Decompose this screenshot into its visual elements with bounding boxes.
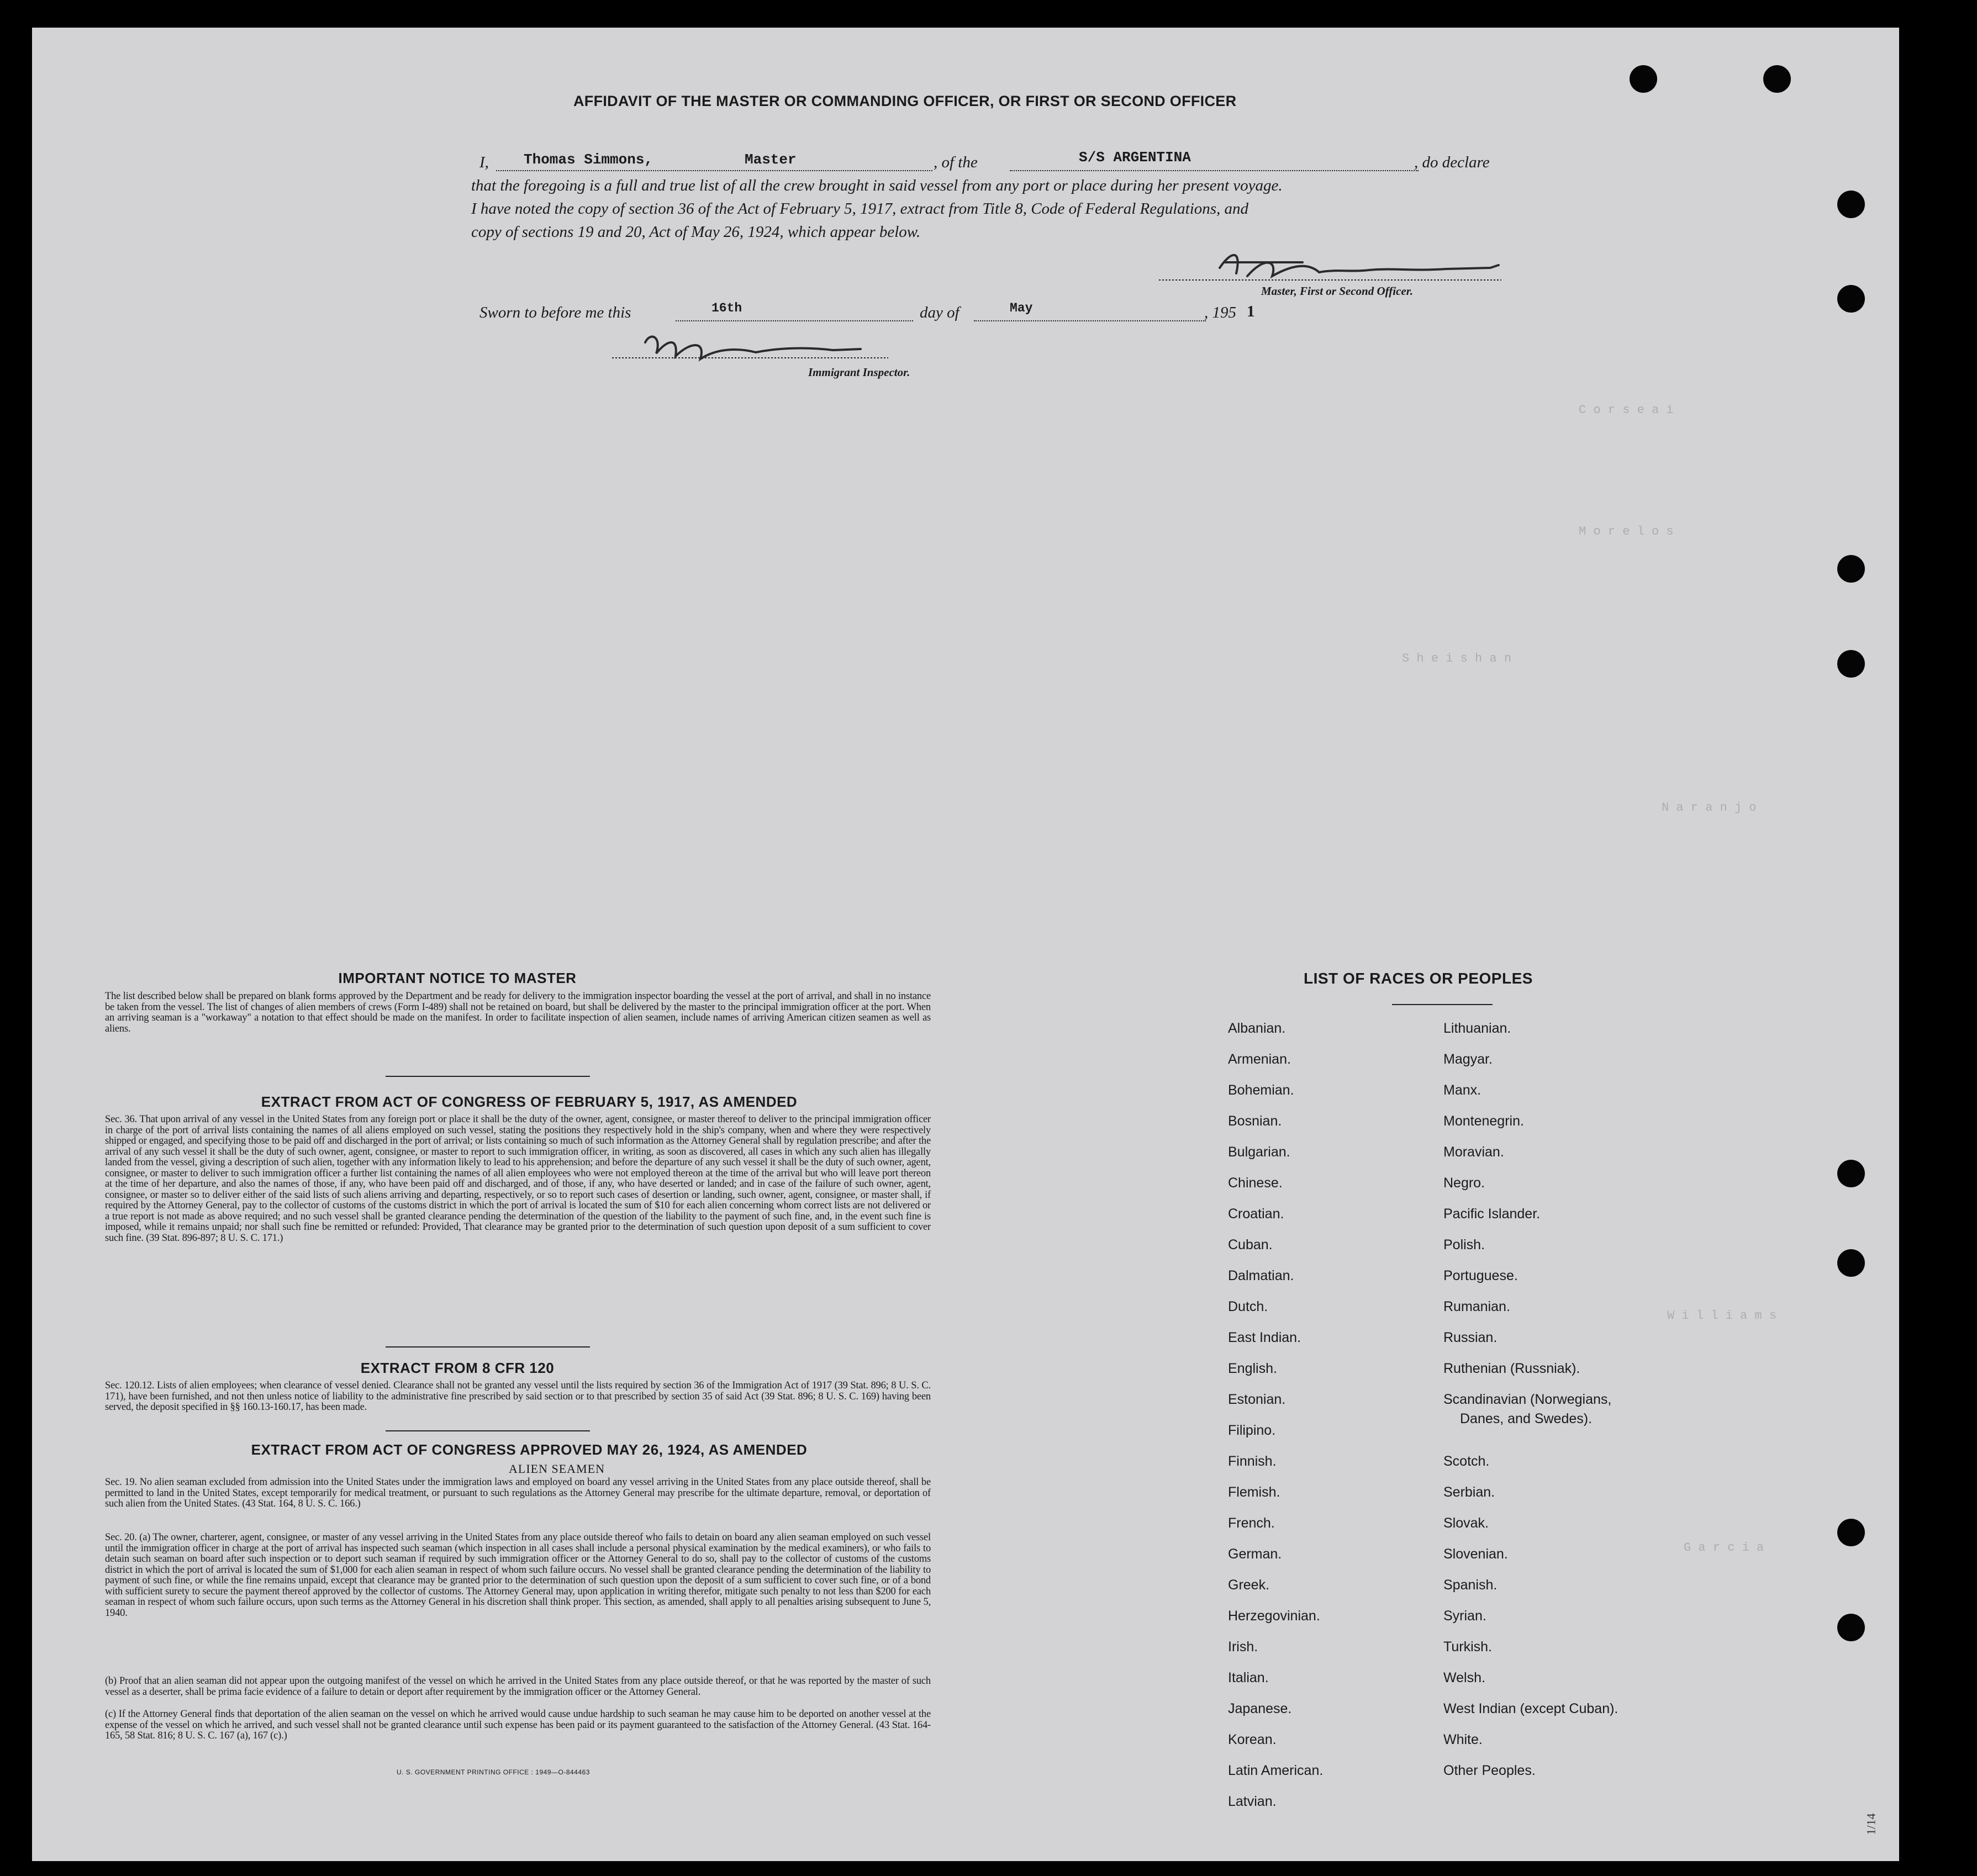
race-item: Slovak. <box>1443 1515 1489 1531</box>
punch-hole <box>1630 65 1657 93</box>
race-item: Lithuanian. <box>1443 1021 1511 1036</box>
race-item: Danes, and Swedes). <box>1460 1411 1593 1426</box>
race-item: Other Peoples. <box>1443 1763 1536 1778</box>
margin-note: 1/14 <box>1864 1813 1878 1835</box>
sworn-month-field <box>974 304 1206 321</box>
race-item: Negro. <box>1443 1175 1485 1191</box>
printer-imprint: U. S. GOVERNMENT PRINTING OFFICE : 1949—O-844463 <box>397 1768 590 1776</box>
sworn-day: 16th <box>711 301 742 315</box>
punch-hole <box>1763 65 1791 93</box>
vessel-name: S/S ARGENTINA <box>1079 149 1191 166</box>
race-item: French. <box>1228 1515 1275 1531</box>
affidavit-pronoun: I, <box>479 154 489 171</box>
bleed-through-text: N a r a n j o <box>1662 801 1757 815</box>
race-item: East Indian. <box>1228 1330 1301 1345</box>
extract-1924-heading: EXTRACT FROM ACT OF CONGRESS APPROVED MAY 26, 1924, AS AMENDED <box>251 1441 808 1458</box>
day-of-label: day of <box>920 304 959 321</box>
alien-seamen-subheading: ALIEN SEAMEN <box>509 1462 605 1476</box>
extract-1917-text: Sec. 36. That upon arrival of any vessel in the United States from any foreign port or place it shall be the duty of the owner, agent, consignee, or master thereof to deliver to the principal immigration officer in charge of the port of arrival lists containing the names of all aliens employed on such vessel, stating the positions they respectively hold in the ship's company, when and where they were respectively shipped or engaged, and specifying those to be paid off and discharged in the port of arrival; or lists containing so much of such information as the Attorney General shall by regulation prescribe; and after the arrival of any such vessel it shall be the duty of such owner, agent, consignee, or master to report to such immigration officer, in writing, as soon as discovered, all cases in which any such alien has illegally landed from the vessel, giving a description of such alien, together with any information likely to lead to his apprehension; and before the departure of any such vessel it shall be the duty of such owner, agent, consignee, or master to deliver to such immigration officer a further list containing the names of all alien employees who were not employed thereon at the time of the arrival but who will leave port thereon at the time of her departure, and also the names of those, if any, who have been paid off and discharged, and of those, if any, who have deserted or landed; and in case of the failure of such owner, agent, consignee, or master so to deliver either of the said lists of such aliens arriving and departing, respectively, or so to report such cases of desertion or landing, such owner, agent, consignee, or master shall, if required by the Attorney General, pay to the collector of customs of the customs district in which the port of arrival is located the sum of $10 for each alien concerning whom correct lists are not delivered or a true report is not made as above required; and no such vessel shall be granted clearance pending the determination of the question of the liability to the payment of such fine, and, in the event such fine is imposed, while it remains unpaid; nor shall such fine be remitted or refunded: Provided, That clearance may be granted prior to the determination of such question upon deposit of a sum sufficient to cover such fine. (39 Stat. 896-897; 8 U. S. C. 171.) <box>105 1114 931 1244</box>
sec20b-text: (b) Proof that an alien seaman did not appear upon the outgoing manifest of the vessel on which he arrived in the United States from any place outside thereof, or that he was reported by the master of such vessel as a deserter, shall be prima facie evidence of a failure to detain or deport after requirement by the immigration officer or the Attorney General. <box>105 1676 931 1698</box>
race-item: Magyar. <box>1443 1051 1493 1067</box>
punch-hole <box>1837 191 1865 218</box>
race-item: Syrian. <box>1443 1608 1486 1624</box>
sworn-label: Sworn to before me this <box>479 304 631 321</box>
race-item: Ruthenian (Russniak). <box>1443 1361 1580 1376</box>
race-item: Bosnian. <box>1228 1113 1282 1129</box>
divider <box>386 1346 590 1347</box>
punch-hole <box>1837 285 1865 313</box>
extract-cfr-heading: EXTRACT FROM 8 CFR 120 <box>360 1360 555 1376</box>
race-item: Moravian. <box>1443 1144 1504 1160</box>
extract-cfr-text: Sec. 120.12. Lists of alien employees; when clearance of vessel denied. Clearance shall not be granted any vessel until the lists required by section 36 of the Immigration Act of 1917 (39 Stat. 896; 8 U. S. C. 171), have been furnished, and not then unless notice of liability to the administrative fine prescribed by said section or to that prescribed by section 35 of said Act (39 Stat. 896; 8 U. S. C. 169) having been served, the deposit specified in §§ 160.13-160.17, has been made. <box>105 1380 931 1413</box>
race-item: Greek. <box>1228 1577 1270 1593</box>
divider <box>1392 1004 1493 1005</box>
races-heading: LIST OF RACES OR PEOPLES <box>1304 970 1533 987</box>
race-item: Bohemian. <box>1228 1082 1294 1098</box>
race-item: Bulgarian. <box>1228 1144 1290 1160</box>
bleed-through-text: C o r s e a i <box>1579 403 1674 417</box>
year-suffix: 1 <box>1247 303 1255 320</box>
sec19-text: Sec. 19. No alien seaman excluded from admission into the United States under the immigration laws and employed on board any vessel arriving in the United States from any place outside thereof, shall be permitted to land in the United States, except temporarily for medical treatment, or pursuant to such regulations as the Attorney General may prescribe for the ultimate departure, removal, or deportation of such alien from the United States. (43 Stat. 164, 8 U. S. C. 166.) <box>105 1477 931 1509</box>
race-item: English. <box>1228 1361 1277 1376</box>
of-the-label: , of the <box>934 154 978 171</box>
punch-hole <box>1837 1249 1865 1277</box>
race-item: Cuban. <box>1228 1237 1273 1253</box>
race-item: Dalmatian. <box>1228 1268 1294 1283</box>
bleed-through-text: W i l l i a m s <box>1667 1309 1777 1323</box>
divider <box>386 1430 590 1431</box>
race-item: Welsh. <box>1443 1670 1485 1685</box>
master-name: Thomas Simmons, <box>524 151 653 168</box>
extract-1917-heading: EXTRACT FROM ACT OF CONGRESS OF FEBRUARY 5, 1917, AS AMENDED <box>261 1093 798 1110</box>
race-item: Irish. <box>1228 1639 1258 1655</box>
race-item: Filipino. <box>1228 1423 1276 1438</box>
race-item: Albanian. <box>1228 1021 1286 1036</box>
notice-heading: IMPORTANT NOTICE TO MASTER <box>338 970 577 986</box>
race-item: Scotch. <box>1443 1454 1490 1469</box>
affidavit-line-3: I have noted the copy of section 36 of the Act of February 5, 1917, extract from Title 8, Code of Federal Regulations, and <box>471 200 1249 218</box>
race-item: West Indian (except Cuban). <box>1443 1701 1618 1716</box>
punch-hole <box>1837 555 1865 583</box>
race-item: Chinese. <box>1228 1175 1283 1191</box>
bleed-through-text: G a r c i a <box>1684 1541 1764 1555</box>
race-item: Japanese. <box>1228 1701 1292 1716</box>
race-item: Serbian. <box>1443 1484 1495 1500</box>
race-item: Portuguese. <box>1443 1268 1518 1283</box>
do-declare-label: , do declare <box>1414 154 1490 171</box>
race-item: Slovenian. <box>1443 1546 1508 1562</box>
race-item: Pacific Islander. <box>1443 1206 1541 1222</box>
race-item: Finnish. <box>1228 1454 1277 1469</box>
race-item: Armenian. <box>1228 1051 1291 1067</box>
inspector-caption: Immigrant Inspector. <box>808 366 910 379</box>
punch-hole <box>1837 650 1865 678</box>
notice-text: The list described below shall be prepared on blank forms approved by the Department and be ready for delivery to the immigration inspector boarding the vessel at the port of arrival, and shall in no instance be taken from the vessel. The list of changes of alien members of crews (Form I-489) shall not be retained on board, but shall be delivered by the master to the principal immigration officer at the port. When an arriving seaman is a "workaway" a notation to that effect should be made on the manifest. In order to facilitate inspection of alien seamen, include names of arriving American citizen seamen as well as aliens. <box>105 991 931 1034</box>
punch-hole <box>1837 1160 1865 1187</box>
race-item: Scandinavian (Norwegians, <box>1443 1392 1612 1407</box>
race-item: White. <box>1443 1732 1483 1747</box>
bleed-through-text: S h e i s h a n <box>1402 652 1512 665</box>
race-item: Estonian. <box>1228 1392 1286 1407</box>
race-item: Korean. <box>1228 1732 1277 1747</box>
sworn-month: May <box>1010 301 1033 315</box>
affidavit-title: AFFIDAVIT OF THE MASTER OR COMMANDING OFFICER, OR FIRST OR SECOND OFFICER <box>573 93 1237 109</box>
vessel-field <box>1010 152 1419 171</box>
sec20a-text: Sec. 20. (a) The owner, charterer, agent, consignee, or master of any vessel arriving in the United States from any place outside thereof who fails to detain on board any alien seaman employed on such vessel until the immigration officer in charge at the port of arrival has inspected such seaman (which inspection in all cases shall include a personal physical examination by the medical examiners), or who fails to detain such seaman on board after such inspection or to deport such seaman if required by such immigration officer or the Attorney General to do so, shall pay to the collector of customs of the customs district in which the port of arrival is located the sum of $1,000 for each alien seaman in respect of whom such failure occurs. No vessel shall be granted clearance pending the determination of the liability to payment of such fine, or while the fine remains unpaid, except that clearance may be granted prior to the determination of such question upon the deposit of a sum sufficient to cover such fine, or of a bond with sufficient surety to secure the payment thereof approved by the collector of customs. The Attorney General may, upon application in writing therefor, mitigate such penalty to not less than $200 for each seaman in respect of whom such failure occurs, upon such terms as the Attorney General in his discretion shall think proper. This section, as amended, shall apply to all penalties arising subsequent to June 5, 1940. <box>105 1532 931 1619</box>
race-item: Manx. <box>1443 1082 1482 1098</box>
form-sheet <box>32 28 1899 1861</box>
affidavit-line-4: copy of sections 19 and 20, Act of May 26, 1924, which appear below. <box>471 223 921 241</box>
race-item: Italian. <box>1228 1670 1269 1685</box>
race-item: Russian. <box>1443 1330 1498 1345</box>
punch-hole <box>1837 1614 1865 1641</box>
year-prefix: , 195 <box>1204 304 1236 321</box>
master-rank: Master <box>745 151 797 168</box>
race-item: Latvian. <box>1228 1794 1277 1809</box>
race-item: Croatian. <box>1228 1206 1284 1222</box>
race-item: Turkish. <box>1443 1639 1492 1655</box>
race-item: Flemish. <box>1228 1484 1280 1500</box>
race-item: Spanish. <box>1443 1577 1498 1593</box>
sec20c-text: (c) If the Attorney General finds that deportation of the alien seaman on the vessel on which he arrived would cause undue hardship to such seaman he may cause him to be deported on another vessel at the expense of the vessel on which he arrived, and such vessel shall not be granted clearance until such expense has been paid or its payment guaranteed to the satisfaction of the Attorney General. (43 Stat. 164-165, 58 Stat. 816; 8 U. S. C. 167 (a), 167 (c).) <box>105 1709 931 1741</box>
divider <box>386 1076 590 1077</box>
punch-hole <box>1837 1519 1865 1546</box>
race-item: Rumanian. <box>1443 1299 1510 1314</box>
race-item: Polish. <box>1443 1237 1485 1253</box>
signature-caption: Master, First or Second Officer. <box>1261 284 1413 298</box>
race-item: Latin American. <box>1228 1763 1324 1778</box>
race-item: Dutch. <box>1228 1299 1268 1314</box>
race-item: Montenegrin. <box>1443 1113 1524 1129</box>
bleed-through-text: M o r e l o s <box>1579 525 1674 538</box>
affidavit-line-2: that the foregoing is a full and true list of all the crew brought in said vessel from any port or place during her present voyage. <box>471 177 1283 194</box>
race-item: German. <box>1228 1546 1282 1562</box>
race-item: Herzegovinian. <box>1228 1608 1320 1624</box>
